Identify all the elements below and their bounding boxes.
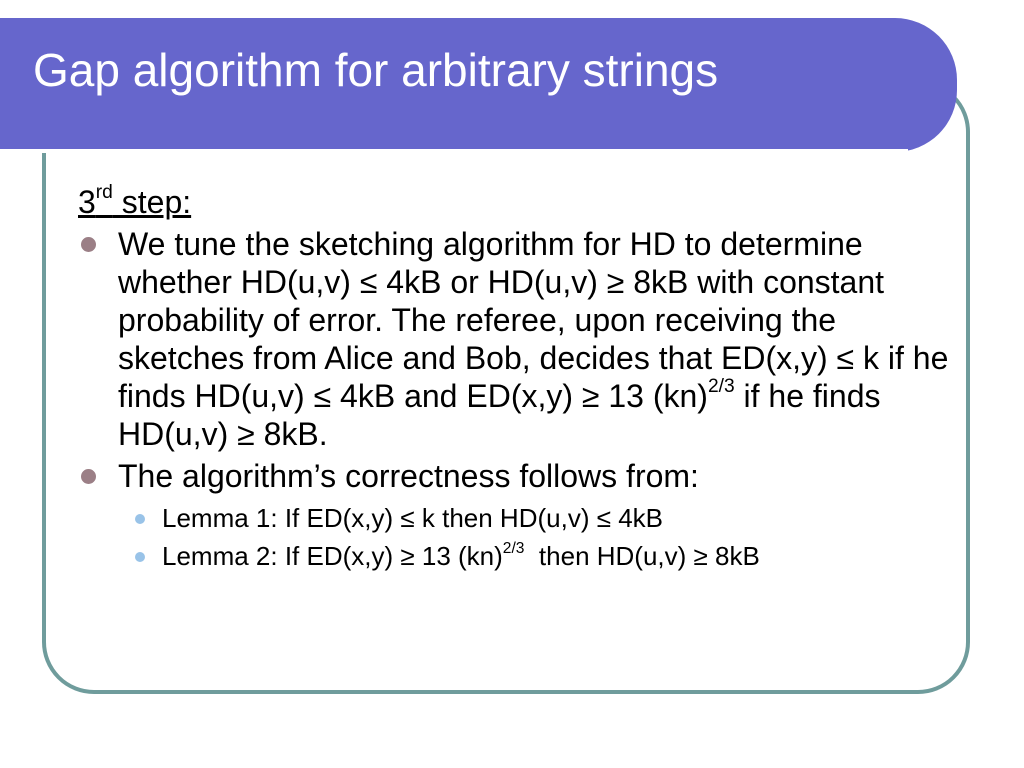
slide-title: Gap algorithm for arbitrary strings <box>33 44 719 96</box>
lemma-2-text-part1: Lemma 2: If ED(x,y) ≥ 13 (kn) <box>162 541 503 571</box>
bullet-text: The algorithm’s correctness follows from: <box>118 458 699 494</box>
lemma-2-exponent: 2/3 <box>502 540 525 558</box>
bullet-item-correctness <box>78 457 958 495</box>
step-heading <box>78 183 958 221</box>
slide-body <box>78 183 958 575</box>
title-underline <box>0 149 908 153</box>
sub-bullet-dot-icon <box>135 514 145 524</box>
lemma-1-text: Lemma 1: If ED(x,y) ≤ k then HD(u,v) ≤ 4kB <box>162 503 663 533</box>
step-number: 3 <box>78 184 96 220</box>
bullet-item-sketching <box>78 225 958 453</box>
sub-bullet-lemma-2 <box>78 537 958 575</box>
step-ordinal-suffix: rd <box>95 182 113 204</box>
step-label: step: <box>112 184 192 220</box>
lemma-2-text-part2: then HD(u,v) ≥ 8kB <box>524 541 760 571</box>
bullet-text-part2: if he finds HD(u,v) ≥ 8kB. <box>118 378 881 452</box>
bullet-dot-icon <box>81 469 96 484</box>
sub-bullet-dot-icon <box>135 552 145 562</box>
bullet-exponent: 2/3 <box>707 376 735 398</box>
bullet-dot-icon <box>81 237 96 252</box>
sub-bullet-lemma-1 <box>78 499 958 537</box>
bullet-text-part1: We tune the sketching algorithm for HD to determine whether HD(u,v) ≤ 4kB or HD(u,v) ≥ 8kB with constant probability of error. The referee, upon receiving the sketches from Alice and Bob, decides that ED(x,y) ≤ k if he finds HD(u,v) ≤ 4kB and ED(x,y) ≥ 13 (kn) <box>118 226 949 414</box>
